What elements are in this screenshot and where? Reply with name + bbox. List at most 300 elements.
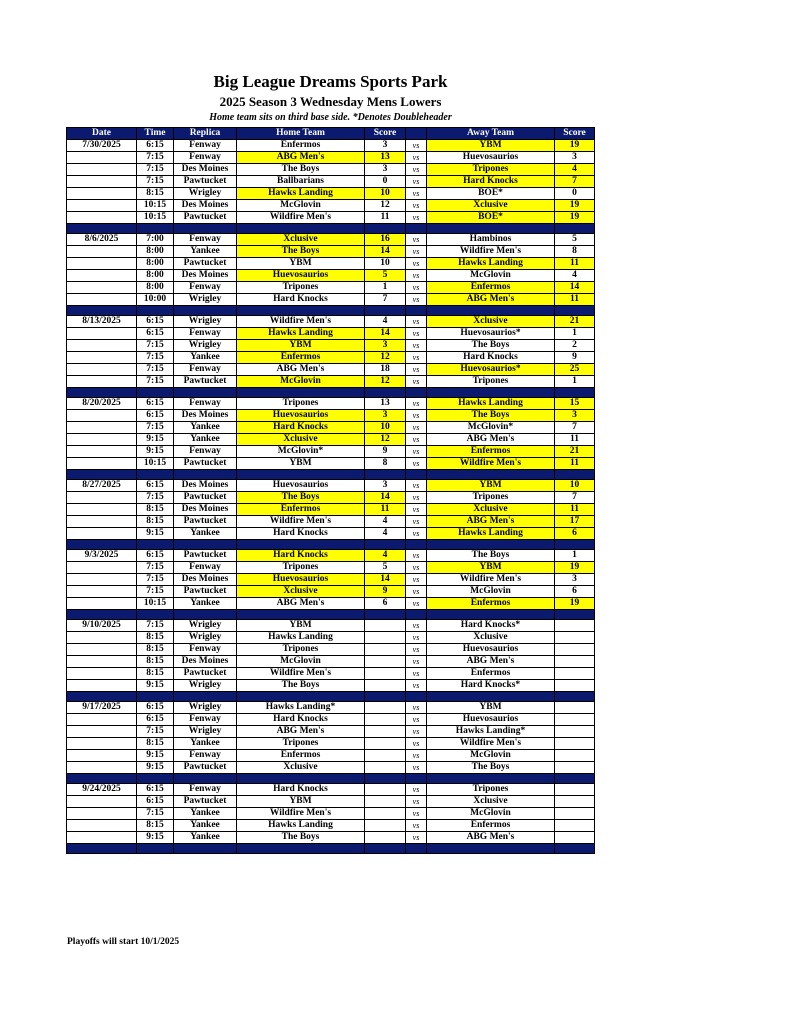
game-date: [67, 832, 137, 844]
game-date: [67, 644, 137, 656]
home-team: ABG Men's: [237, 726, 365, 738]
game-replica: Yankee: [174, 738, 237, 750]
game-time: 6:15: [137, 398, 174, 410]
game-replica: Pawtucket: [174, 762, 237, 774]
table-header-row: [67, 128, 595, 140]
game-row: [67, 808, 595, 820]
game-row: [67, 796, 595, 808]
game-row: [67, 784, 595, 796]
game-time: 7:00: [137, 234, 174, 246]
home-score: 5: [365, 562, 406, 574]
away-team: ABG Men's: [427, 294, 555, 306]
away-score: [555, 808, 595, 820]
vs-label: vs: [406, 516, 427, 528]
separator-cell: [137, 540, 174, 550]
separator-cell: [406, 774, 427, 784]
home-score: 7: [365, 294, 406, 306]
game-time: 6:15: [137, 316, 174, 328]
game-row: [67, 434, 595, 446]
game-row: [67, 504, 595, 516]
game-time: 8:00: [137, 246, 174, 258]
game-time: 6:15: [137, 784, 174, 796]
away-team: Huevosaurios*: [427, 328, 555, 340]
away-team: ABG Men's: [427, 434, 555, 446]
vs-label: vs: [406, 680, 427, 692]
away-score: 11: [555, 294, 595, 306]
game-replica: Pawtucket: [174, 258, 237, 270]
away-score: 3: [555, 152, 595, 164]
away-team: Enfermos: [427, 598, 555, 610]
game-time: 7:15: [137, 492, 174, 504]
game-replica: Fenway: [174, 750, 237, 762]
game-time: 9:15: [137, 762, 174, 774]
game-replica: Des Moines: [174, 410, 237, 422]
game-time: 8:15: [137, 644, 174, 656]
home-score: [365, 702, 406, 714]
home-team: Hawks Landing: [237, 632, 365, 644]
home-team: Wildfire Men's: [237, 212, 365, 224]
separator-cell: [174, 692, 237, 702]
game-time: 7:15: [137, 808, 174, 820]
home-score: [365, 714, 406, 726]
game-row: [67, 328, 595, 340]
home-score: [365, 820, 406, 832]
game-time: 8:15: [137, 188, 174, 200]
away-team: Enfermos: [427, 282, 555, 294]
away-team: Tripones: [427, 492, 555, 504]
week-separator: [67, 470, 595, 480]
separator-cell: [174, 844, 237, 854]
vs-label: vs: [406, 140, 427, 152]
home-score: [365, 644, 406, 656]
game-row: [67, 644, 595, 656]
away-score: 7: [555, 492, 595, 504]
game-time: 10:15: [137, 598, 174, 610]
game-time: 6:15: [137, 140, 174, 152]
home-team: Tripones: [237, 644, 365, 656]
vs-label: vs: [406, 164, 427, 176]
game-date: [67, 492, 137, 504]
away-score: [555, 656, 595, 668]
game-replica: Wrigley: [174, 294, 237, 306]
separator-cell: [555, 306, 595, 316]
week-separator: [67, 692, 595, 702]
home-team: Hard Knocks: [237, 550, 365, 562]
away-team: Hard Knocks*: [427, 620, 555, 632]
column-header-away-score: Score: [555, 128, 595, 140]
game-time: 7:15: [137, 376, 174, 388]
separator-cell: [67, 692, 137, 702]
game-date: [67, 328, 137, 340]
game-date: 7/30/2025: [67, 140, 137, 152]
separator-cell: [365, 306, 406, 316]
separator-cell: [67, 774, 137, 784]
vs-label: vs: [406, 808, 427, 820]
away-team: YBM: [427, 480, 555, 492]
vs-label: vs: [406, 340, 427, 352]
separator-cell: [237, 610, 365, 620]
game-date: [67, 738, 137, 750]
vs-label: vs: [406, 352, 427, 364]
game-row: [67, 376, 595, 388]
away-team: BOE*: [427, 212, 555, 224]
home-team: Wildfire Men's: [237, 668, 365, 680]
away-team: YBM: [427, 702, 555, 714]
game-row: [67, 702, 595, 714]
away-score: 6: [555, 586, 595, 598]
game-row: [67, 200, 595, 212]
game-date: [67, 176, 137, 188]
away-score: 19: [555, 562, 595, 574]
game-time: 7:15: [137, 574, 174, 586]
vs-label: vs: [406, 784, 427, 796]
away-score: 11: [555, 504, 595, 516]
vs-label: vs: [406, 656, 427, 668]
game-date: [67, 340, 137, 352]
game-time: 9:15: [137, 680, 174, 692]
separator-cell: [427, 306, 555, 316]
away-team: Huevosaurios: [427, 152, 555, 164]
game-date: [67, 294, 137, 306]
vs-label: vs: [406, 294, 427, 306]
away-team: The Boys: [427, 340, 555, 352]
game-date: [67, 750, 137, 762]
game-date: 8/6/2025: [67, 234, 137, 246]
separator-cell: [137, 388, 174, 398]
vs-label: vs: [406, 434, 427, 446]
away-score: 14: [555, 282, 595, 294]
away-score: 11: [555, 258, 595, 270]
vs-label: vs: [406, 200, 427, 212]
home-score: [365, 808, 406, 820]
game-replica: Wrigley: [174, 620, 237, 632]
game-replica: Pawtucket: [174, 516, 237, 528]
separator-cell: [406, 306, 427, 316]
separator-cell: [67, 610, 137, 620]
separator-cell: [237, 306, 365, 316]
separator-cell: [174, 610, 237, 620]
home-score: 3: [365, 340, 406, 352]
home-score: 4: [365, 550, 406, 562]
separator-cell: [427, 224, 555, 234]
away-team: Tripones: [427, 164, 555, 176]
away-team: Hawks Landing: [427, 528, 555, 540]
away-score: [555, 796, 595, 808]
vs-label: vs: [406, 750, 427, 762]
game-replica: Fenway: [174, 784, 237, 796]
home-score: [365, 762, 406, 774]
week-separator: [67, 540, 595, 550]
home-score: 9: [365, 586, 406, 598]
game-row: [67, 656, 595, 668]
game-date: [67, 820, 137, 832]
game-replica: Pawtucket: [174, 796, 237, 808]
away-score: [555, 738, 595, 750]
game-replica: Fenway: [174, 364, 237, 376]
away-score: [555, 620, 595, 632]
game-time: 10:00: [137, 294, 174, 306]
game-date: [67, 446, 137, 458]
home-team: Huevosaurios: [237, 574, 365, 586]
separator-cell: [67, 470, 137, 480]
game-date: 9/3/2025: [67, 550, 137, 562]
away-team: McGlovin: [427, 808, 555, 820]
game-row: [67, 620, 595, 632]
game-date: [67, 762, 137, 774]
away-score: 11: [555, 434, 595, 446]
game-row: [67, 316, 595, 328]
away-score: 1: [555, 328, 595, 340]
vs-label: vs: [406, 668, 427, 680]
game-replica: Des Moines: [174, 656, 237, 668]
game-time: 6:15: [137, 480, 174, 492]
separator-cell: [555, 692, 595, 702]
game-replica: Fenway: [174, 714, 237, 726]
home-score: 3: [365, 140, 406, 152]
game-time: 10:15: [137, 458, 174, 470]
vs-label: vs: [406, 282, 427, 294]
game-row: [67, 832, 595, 844]
vs-label: vs: [406, 328, 427, 340]
home-team: Enfermos: [237, 352, 365, 364]
game-row: [67, 188, 595, 200]
away-score: [555, 726, 595, 738]
vs-label: vs: [406, 762, 427, 774]
home-team: Tripones: [237, 398, 365, 410]
away-team: YBM: [427, 140, 555, 152]
separator-cell: [67, 388, 137, 398]
game-date: [67, 410, 137, 422]
away-team: Hard Knocks*: [427, 680, 555, 692]
home-score: 11: [365, 212, 406, 224]
separator-cell: [427, 692, 555, 702]
home-team: Hard Knocks: [237, 784, 365, 796]
game-date: [67, 422, 137, 434]
away-score: [555, 668, 595, 680]
game-row: [67, 140, 595, 152]
home-team: Hawks Landing: [237, 820, 365, 832]
vs-label: vs: [406, 376, 427, 388]
separator-cell: [365, 540, 406, 550]
home-score: [365, 796, 406, 808]
game-row: [67, 820, 595, 832]
separator-cell: [174, 540, 237, 550]
game-date: [67, 656, 137, 668]
separator-cell: [406, 610, 427, 620]
home-score: [365, 750, 406, 762]
away-score: 7: [555, 422, 595, 434]
separator-cell: [406, 692, 427, 702]
away-team: The Boys: [427, 410, 555, 422]
game-date: 8/20/2025: [67, 398, 137, 410]
game-row: [67, 258, 595, 270]
column-header-away-team: Away Team: [427, 128, 555, 140]
vs-label: vs: [406, 152, 427, 164]
away-team: Xclusive: [427, 796, 555, 808]
away-team: Xclusive: [427, 200, 555, 212]
vs-label: vs: [406, 644, 427, 656]
game-time: 8:15: [137, 656, 174, 668]
game-replica: Pawtucket: [174, 458, 237, 470]
separator-cell: [427, 610, 555, 620]
game-time: 6:15: [137, 714, 174, 726]
home-team: Xclusive: [237, 762, 365, 774]
game-row: [67, 598, 595, 610]
separator-cell: [555, 388, 595, 398]
game-time: 9:15: [137, 750, 174, 762]
away-team: Enfermos: [427, 820, 555, 832]
game-date: 8/13/2025: [67, 316, 137, 328]
away-score: 19: [555, 598, 595, 610]
home-team: Tripones: [237, 738, 365, 750]
game-row: [67, 668, 595, 680]
game-date: [67, 668, 137, 680]
vs-label: vs: [406, 398, 427, 410]
game-time: 9:15: [137, 832, 174, 844]
game-replica: Pawtucket: [174, 550, 237, 562]
game-row: [67, 632, 595, 644]
vs-label: vs: [406, 738, 427, 750]
game-date: [67, 352, 137, 364]
separator-cell: [137, 844, 174, 854]
home-team: McGlovin*: [237, 446, 365, 458]
game-row: [67, 458, 595, 470]
separator-cell: [67, 224, 137, 234]
game-row: [67, 750, 595, 762]
away-score: 0: [555, 188, 595, 200]
game-date: [67, 458, 137, 470]
home-team: Hard Knocks: [237, 714, 365, 726]
game-replica: Fenway: [174, 446, 237, 458]
week-separator: [67, 306, 595, 316]
separator-cell: [555, 224, 595, 234]
home-score: 14: [365, 328, 406, 340]
game-time: 8:15: [137, 632, 174, 644]
separator-cell: [555, 540, 595, 550]
away-score: 1: [555, 376, 595, 388]
away-score: 4: [555, 270, 595, 282]
game-date: [67, 188, 137, 200]
game-date: [67, 504, 137, 516]
away-score: 9: [555, 352, 595, 364]
separator-cell: [237, 470, 365, 480]
separator-cell: [137, 306, 174, 316]
game-date: [67, 270, 137, 282]
away-score: [555, 762, 595, 774]
game-row: [67, 574, 595, 586]
home-score: 14: [365, 492, 406, 504]
vs-label: vs: [406, 504, 427, 516]
game-replica: Des Moines: [174, 270, 237, 282]
game-replica: Des Moines: [174, 480, 237, 492]
vs-label: vs: [406, 446, 427, 458]
away-team: McGlovin: [427, 750, 555, 762]
game-time: 9:15: [137, 446, 174, 458]
away-team: Hard Knocks: [427, 176, 555, 188]
home-score: 0: [365, 176, 406, 188]
separator-cell: [174, 470, 237, 480]
game-date: [67, 152, 137, 164]
away-score: 19: [555, 200, 595, 212]
home-score: 10: [365, 422, 406, 434]
game-time: 7:15: [137, 620, 174, 632]
home-team: ABG Men's: [237, 598, 365, 610]
away-team: McGlovin: [427, 270, 555, 282]
game-time: 7:15: [137, 352, 174, 364]
home-score: [365, 784, 406, 796]
game-row: [67, 480, 595, 492]
home-team: YBM: [237, 340, 365, 352]
away-team: Wildfire Men's: [427, 458, 555, 470]
separator-cell: [137, 610, 174, 620]
game-row: [67, 398, 595, 410]
home-team: Wildfire Men's: [237, 808, 365, 820]
home-score: 5: [365, 270, 406, 282]
vs-label: vs: [406, 212, 427, 224]
away-team: The Boys: [427, 550, 555, 562]
separator-cell: [365, 692, 406, 702]
home-team: Enfermos: [237, 140, 365, 152]
away-score: 5: [555, 234, 595, 246]
game-date: [67, 528, 137, 540]
vs-label: vs: [406, 234, 427, 246]
separator-cell: [427, 470, 555, 480]
vs-label: vs: [406, 258, 427, 270]
separator-cell: [365, 470, 406, 480]
separator-cell: [365, 844, 406, 854]
game-date: [67, 680, 137, 692]
game-replica: Yankee: [174, 528, 237, 540]
game-replica: Wrigley: [174, 316, 237, 328]
home-score: 12: [365, 352, 406, 364]
away-score: 10: [555, 480, 595, 492]
away-team: Wildfire Men's: [427, 738, 555, 750]
home-team: Wildfire Men's: [237, 316, 365, 328]
home-team: Ballbarians: [237, 176, 365, 188]
playoffs-note: Playoffs will start 10/1/2025: [67, 937, 180, 947]
game-row: [67, 680, 595, 692]
away-team: Tripones: [427, 376, 555, 388]
home-score: 12: [365, 200, 406, 212]
separator-cell: [555, 470, 595, 480]
game-replica: Des Moines: [174, 504, 237, 516]
game-replica: Fenway: [174, 234, 237, 246]
game-replica: Yankee: [174, 352, 237, 364]
separator-cell: [555, 844, 595, 854]
game-date: [67, 632, 137, 644]
game-row: [67, 528, 595, 540]
game-row: [67, 176, 595, 188]
game-time: 8:00: [137, 258, 174, 270]
away-team: Huevosaurios: [427, 714, 555, 726]
home-score: [365, 632, 406, 644]
away-score: 7: [555, 176, 595, 188]
game-date: 9/24/2025: [67, 784, 137, 796]
vs-label: vs: [406, 820, 427, 832]
game-date: [67, 796, 137, 808]
game-replica: Yankee: [174, 598, 237, 610]
game-row: [67, 738, 595, 750]
game-replica: Wrigley: [174, 632, 237, 644]
game-replica: Des Moines: [174, 164, 237, 176]
home-team: McGlovin: [237, 656, 365, 668]
column-header-vs: [406, 128, 427, 140]
game-time: 7:15: [137, 340, 174, 352]
column-header-time: Time: [137, 128, 174, 140]
separator-cell: [555, 610, 595, 620]
separator-cell: [67, 540, 137, 550]
game-replica: Des Moines: [174, 200, 237, 212]
